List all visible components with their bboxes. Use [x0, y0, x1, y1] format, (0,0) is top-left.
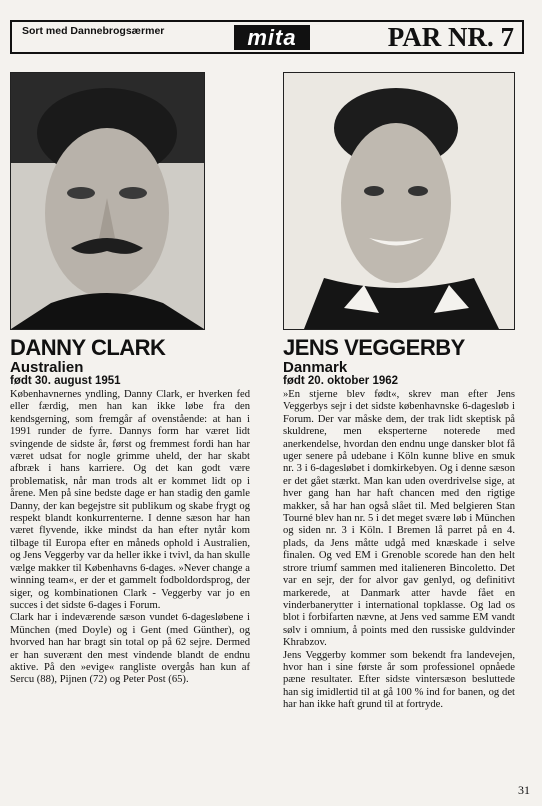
rider2-name: JENS VEGGERBY — [283, 335, 465, 360]
rider1-bio — [10, 389, 250, 687]
rider1-bio-paragraph: Københavnernes yndling, Danny Clark, er hverken fed eller færdig, men han kan ikke løbe fra den kendsgerning, som fremgår af ovenstående: at han i 1991 runder de fyrre. Dannys form har været lidt svingende de sidste år, først og fremmest fordi han har været udsat for nogle grimme uheld, der har skabt afbræk i hans karriere. Og det kan godt være problematisk, når man trods alt er kommet lidt op i årene. Men på sine bedste dage er han stadig den gamle Danny, der kan begejstre sit publikum og skabe frygt og respekt blandt konkurrenterne. I denne sæson har han været flyvende, ikke mindst da han efter nytår kom tilbage til Europa efter en måneds ophold i Australien, og Jens Veggerby var da heller ikke i tvivl, da han skulle vælge makker til Københavns 6-dages. »Never change a winning team«, er der et gammelt fodboldordsprog, der siger, og kombinationen Clark - Veggerby var jo en succes i det sidste 6-dages i Forum. — [10, 389, 250, 611]
section-label: Sort med Dannebrogsærmer — [22, 25, 165, 37]
mita-logo: mita — [234, 25, 310, 50]
rider2-country: Danmark — [283, 359, 348, 376]
rider2-bio-paragraph: »En stjerne blev født«, skrev man efter Jens Veggerbys sejr i det sidste københavnske 6-dagesløb i Forum. Der var måske dem, der trak lidt skeptisk på skuldrene, men eksperterne noterede med anerkendelse, hvordan den endnu unge dansker blot få uger senere på udebane i Köln kunne blive en smuk nr. 3 i 6-dagesløbet i domkirkebyen. Og i denne sæson er det gået stærkt. Man kan uden overdrivelse sige, at hver gang han har haft chancen med den rigtige makker, så har han også slået til. Med belgieren Stan Tourné blev han nr. 5 i det meget svære løb i München og siden nr. 3 i Köln. I Bremen lå parret på en 4. plads, da Jens måtte udgå med knæskade i selve finalen. Og ved EM i Grenoble scorede han den helt strore triumf sammen med italieneren Bincoletto. Det var en sejr, der for alvor gav genlyd, og definitivt markerede, at Danmark atter havde fået en vinderbanerytter i international topklasse. Og lad os blot i forbifarten nævne, at Jens ved samme EM vandt sølv i omnium, å points med den russiske guldvinder Khrabzov. — [283, 389, 515, 649]
rider2-birthdate: født 20. oktober 1962 — [283, 375, 399, 387]
pair-title: PAR NR. 7 — [387, 22, 514, 52]
rider1-birthdate: født 30. august 1951 — [10, 375, 121, 387]
rider1-bio-paragraph: Clark har i indeværende sæson vundet 6-dagesløbene i München (med Doyle) og i Gent (med Günther), og hvorved han har bragt sin total op på 62 sejre. Dermed er han suverænt den mest vindende blandt de endnu aktive. På den »evige« rangliste overgås han kun af Sercu (88), Pijnen (72) og Peter Post (65). — [10, 612, 250, 686]
page-header — [10, 20, 524, 54]
rider1-country: Australien — [10, 359, 84, 376]
rider1-photo — [10, 72, 205, 330]
rider2-bio — [283, 389, 515, 712]
rider2-photo — [283, 72, 515, 330]
rider1-name: DANNY CLARK — [10, 335, 166, 360]
rider2-bio-paragraph: Jens Veggerby kommer som bekendt fra landevejen, hvor han i sine første år som professionel opnåede pæne resultater. Efter sidste vintersæson besluttede han sig imidlertid til at gå 100 % ind for banen, og det har han ikke haft grund til at fortryde. — [283, 649, 515, 711]
page-number: 31 — [518, 783, 530, 797]
